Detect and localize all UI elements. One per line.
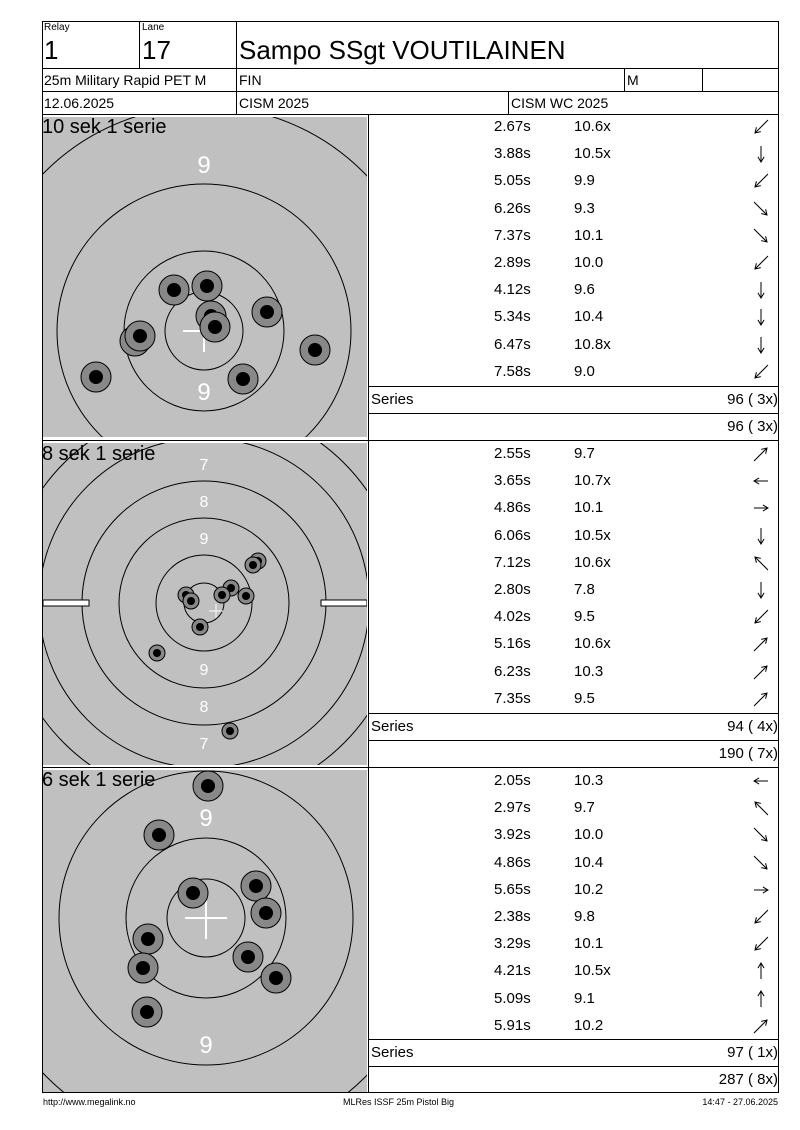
shot-score: 10.2: [574, 880, 604, 898]
direction-arrow-icon: [750, 771, 772, 791]
shot-time: 6.23s: [494, 662, 531, 680]
header-divider: [42, 91, 779, 92]
shot-row: [370, 141, 779, 168]
shot-hole: [159, 275, 189, 305]
direction-arrow-icon: [750, 526, 772, 546]
header-divider: [702, 68, 703, 91]
direction-arrow-icon: [750, 253, 772, 273]
series-total: 94 ( 4x): [727, 718, 778, 735]
shot-score: 10.1: [574, 935, 604, 953]
shot-hole: [192, 619, 208, 635]
running-total: 190 ( 7x): [718, 745, 778, 762]
direction-arrow-icon: [750, 934, 772, 954]
shot-hole: [133, 924, 163, 954]
shot-score: 10.6x: [574, 118, 611, 135]
section-divider: [368, 114, 369, 1093]
header-divider: [139, 21, 140, 68]
shot-score: 10.6x: [574, 635, 611, 653]
shot-time: 3.92s: [494, 826, 531, 844]
shot-hole: [149, 645, 165, 661]
shot-hole: [245, 557, 261, 573]
shot-score: 10.3: [574, 662, 604, 680]
shot-hole: [300, 335, 330, 365]
shot-row: [370, 659, 779, 686]
shot-hole: [200, 312, 230, 342]
shot-row: [370, 468, 779, 495]
shot-time: 2.97s: [494, 799, 531, 817]
row-divider: [368, 1066, 779, 1067]
ring-label: 9: [199, 1032, 213, 1059]
shot-time: 4.02s: [494, 608, 531, 626]
footer-timestamp: 14:47 - 27.06.2025: [702, 1097, 778, 1107]
shot-score: 10.7x: [574, 472, 611, 490]
footer-url: http://www.megalink.no: [43, 1097, 136, 1107]
target-series-1: [43, 117, 367, 437]
shot-row: [370, 168, 779, 195]
shot-score: 10.6x: [574, 553, 611, 571]
direction-arrow-icon: [750, 226, 772, 246]
direction-arrow-icon: [750, 1016, 772, 1036]
shot-score: 9.7: [574, 799, 595, 817]
shot-score: 10.8x: [574, 335, 611, 353]
shot-hole: [233, 942, 263, 972]
shot-score: 9.1: [574, 989, 595, 1007]
shot-time: 3.88s: [494, 145, 531, 163]
direction-arrow-icon: [750, 607, 772, 627]
shot-row: [370, 822, 779, 849]
ring-label: 9: [199, 531, 209, 548]
shot-hole: [193, 771, 223, 801]
row-divider: [368, 713, 779, 714]
header-divider: [42, 68, 779, 69]
shot-time: 7.58s: [494, 362, 531, 380]
series-total: 97 ( 1x): [727, 1044, 778, 1061]
nation: FIN: [239, 72, 262, 88]
shot-score: 9.5: [574, 689, 595, 707]
shot-time: 5.16s: [494, 635, 531, 653]
shot-row: [370, 877, 779, 904]
series-label: Series: [371, 391, 414, 408]
ring-label: 8: [199, 699, 209, 716]
shot-score: 10.5x: [574, 526, 611, 544]
series-label: Series: [371, 718, 414, 735]
shot-row: [370, 631, 779, 658]
shot-score: 9.5: [574, 608, 595, 626]
target-series-2: [43, 443, 367, 765]
row-divider: [368, 386, 779, 387]
shot-row: [370, 523, 779, 550]
shot-hole: [238, 588, 254, 604]
series-total: 96 ( 3x): [727, 391, 778, 408]
lane-value: 17: [142, 35, 171, 65]
shot-time: 2.38s: [494, 908, 531, 925]
footer-software: MLRes ISSF 25m Pistol Big: [343, 1097, 455, 1107]
direction-arrow-icon: [750, 662, 772, 682]
shot-score: 10.4: [574, 308, 604, 326]
shot-hole: [252, 297, 282, 327]
shooter-name: Sampo SSgt VOUTILAINEN: [239, 35, 566, 65]
shot-hole: [125, 321, 155, 351]
row-divider: [368, 413, 779, 414]
shot-row: [370, 686, 779, 713]
shot-hole: [214, 587, 230, 603]
shot-score: 10.5x: [574, 145, 611, 163]
direction-arrow-icon: [750, 580, 772, 600]
shot-time: 5.09s: [494, 989, 531, 1007]
shot-row: [370, 223, 779, 250]
shot-hole: [192, 271, 222, 301]
shot-row: [370, 304, 779, 331]
shot-time: 4.86s: [494, 853, 531, 871]
ring-label: 9: [197, 152, 211, 179]
direction-arrow-icon: [750, 444, 772, 464]
shot-row: [370, 114, 779, 141]
shot-time: 3.29s: [494, 935, 531, 953]
direction-arrow-icon: [750, 825, 772, 845]
series-title: 10 sek 1 serie: [42, 116, 167, 138]
direction-arrow-icon: [750, 335, 772, 355]
shot-time: 5.65s: [494, 880, 531, 898]
shot-hole: [81, 362, 111, 392]
direction-arrow-icon: [750, 199, 772, 219]
direction-arrow-icon: [750, 634, 772, 654]
direction-arrow-icon: [750, 689, 772, 709]
direction-arrow-icon: [750, 280, 772, 300]
shot-time: 7.12s: [494, 553, 531, 571]
row-divider: [368, 740, 779, 741]
shot-row: [370, 277, 779, 304]
shot-score: 10.0: [574, 254, 604, 271]
event-name: 25m Military Rapid PET M: [44, 72, 207, 88]
shot-score: 10.1: [574, 499, 604, 517]
shot-time: 7.37s: [494, 226, 531, 244]
shot-time: 2.89s: [494, 254, 531, 271]
shot-score: 10.5x: [574, 962, 611, 980]
direction-arrow-icon: [750, 144, 772, 164]
ring-label: 9: [197, 379, 211, 406]
direction-arrow-icon: [750, 853, 772, 873]
relay-value: 1: [44, 35, 59, 65]
target-series-3: [43, 770, 367, 1092]
shot-hole: [128, 953, 158, 983]
shot-time: 6.06s: [494, 526, 531, 544]
shot-score: 9.9: [574, 172, 595, 190]
shot-row: [370, 795, 779, 822]
direction-arrow-icon: [750, 961, 772, 981]
shot-row: [370, 604, 779, 631]
shot-row: [370, 577, 779, 604]
series-label: Series: [371, 1044, 414, 1061]
shot-hole: [222, 723, 238, 739]
center-cross: [209, 604, 223, 618]
ring-label: 7: [199, 457, 209, 474]
shot-time: 4.21s: [494, 962, 531, 980]
shot-hole: [241, 871, 271, 901]
shot-hole: [183, 593, 199, 609]
shot-row: [370, 441, 779, 468]
side-marker: [43, 600, 367, 606]
shot-row: [370, 958, 779, 985]
shot-score: 10.0: [574, 826, 604, 844]
shot-hole: [178, 878, 208, 908]
shot-holes: [81, 271, 330, 394]
shot-row: [370, 250, 779, 277]
shot-hole: [144, 820, 174, 850]
header-divider: [508, 91, 509, 114]
date: 12.06.2025: [44, 95, 115, 111]
shot-row: [370, 332, 779, 359]
shot-score: 9.6: [574, 281, 595, 299]
direction-arrow-icon: [750, 171, 772, 191]
shot-row: [370, 359, 779, 386]
shot-score: 9.8: [574, 908, 595, 925]
shot-score: 9.7: [574, 445, 595, 462]
shot-score: 10.4: [574, 853, 604, 871]
shot-row: [370, 986, 779, 1013]
shot-score: 9.0: [574, 362, 595, 380]
ring-label: 9: [199, 662, 209, 679]
shot-hole: [261, 963, 291, 993]
direction-arrow-icon: [750, 880, 772, 900]
direction-arrow-icon: [750, 471, 772, 491]
shot-time: 2.55s: [494, 445, 531, 462]
shot-time: 5.05s: [494, 172, 531, 190]
series-title: 8 sek 1 serie: [42, 443, 156, 465]
direction-arrow-icon: [750, 989, 772, 1009]
shot-score: 7.8: [574, 581, 595, 598]
series-title: 6 sek 1 serie: [42, 769, 156, 791]
relay-label: Relay: [44, 22, 70, 33]
competition: CISM 2025: [239, 95, 310, 111]
shot-hole: [132, 997, 162, 1027]
lane-label: Lane: [142, 22, 165, 33]
direction-arrow-icon: [750, 907, 772, 927]
direction-arrow-icon: [750, 498, 772, 518]
shot-time: 3.65s: [494, 472, 531, 490]
header-divider: [624, 68, 625, 91]
direction-arrow-icon: [750, 553, 772, 573]
direction-arrow-icon: [750, 362, 772, 382]
shot-row: [370, 931, 779, 958]
shot-row: [370, 850, 779, 877]
shot-score: 10.2: [574, 1016, 604, 1034]
shot-score: 10.3: [574, 772, 604, 789]
shot-time: 4.86s: [494, 499, 531, 517]
direction-arrow-icon: [750, 117, 772, 137]
shot-row: [370, 768, 779, 795]
shot-time: 2.05s: [494, 772, 531, 789]
ring-label: 9: [199, 805, 213, 832]
shot-time: 5.91s: [494, 1016, 531, 1034]
ring-label: 7: [199, 736, 209, 753]
match-name: CISM WC 2025: [511, 95, 609, 111]
shot-time: 6.26s: [494, 199, 531, 217]
shot-time: 4.12s: [494, 281, 531, 299]
shot-score: 9.3: [574, 199, 595, 217]
shot-score: 10.1: [574, 226, 604, 244]
shot-time: 7.35s: [494, 689, 531, 707]
shot-time: 5.34s: [494, 308, 531, 326]
shot-hole: [251, 898, 281, 928]
shot-time: 2.67s: [494, 118, 531, 135]
direction-arrow-icon: [750, 798, 772, 818]
header-divider: [236, 21, 237, 114]
shot-row: [370, 196, 779, 223]
shot-row: [370, 495, 779, 522]
shot-time: 6.47s: [494, 335, 531, 353]
shot-row: [370, 904, 779, 931]
gender: M: [627, 72, 639, 88]
shot-hole: [228, 364, 258, 394]
shot-row: [370, 550, 779, 577]
shot-row: [370, 1013, 779, 1040]
running-total: 287 ( 8x): [718, 1071, 778, 1088]
direction-arrow-icon: [750, 307, 772, 327]
shot-time: 2.80s: [494, 581, 531, 598]
ring-label: 8: [199, 494, 209, 511]
running-total: 96 ( 3x): [727, 418, 778, 435]
